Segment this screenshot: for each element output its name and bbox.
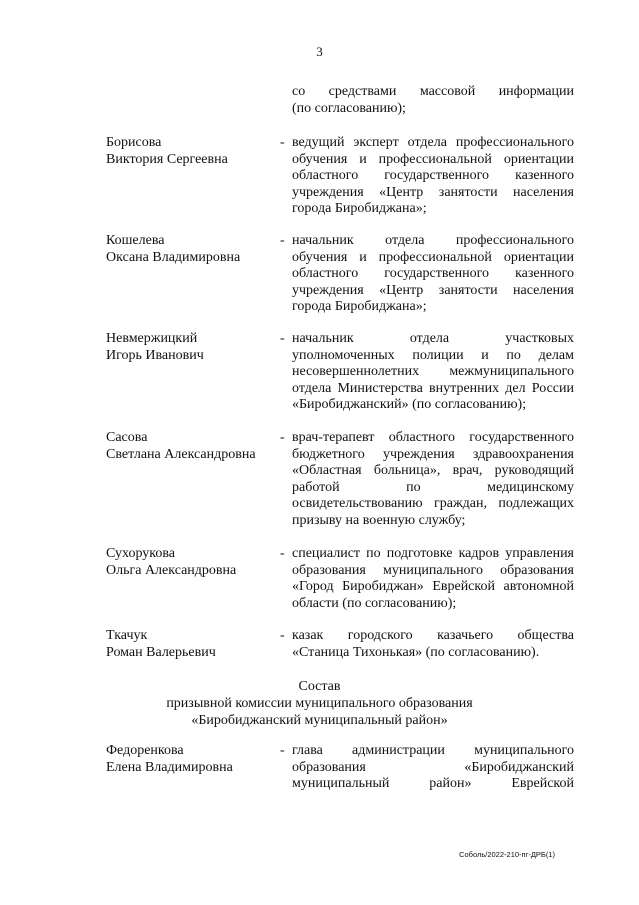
role-line: областного государственного казенного (292, 266, 574, 281)
intro-continuation (292, 84, 574, 117)
member-given-names: Елена Владимировна (106, 759, 233, 775)
dash-separator: - (280, 331, 285, 346)
role-line: города Биробиджана»; (292, 299, 427, 314)
role-line: «Станица Тихонькая» (по согласованию). (292, 644, 540, 660)
role-line: «Биробиджанский» (по согласованию); (292, 397, 527, 412)
member-surname: Невмержицкий (106, 331, 198, 346)
role-line: работой по медицинскому (292, 479, 574, 495)
role-line: специалист по подготовке кадров управления (292, 546, 574, 561)
role-line: несовершеннолетних межмуниципального (292, 364, 574, 379)
role-line: области (по согласованию); (292, 595, 457, 611)
member-role (292, 430, 574, 529)
dash-separator: - (280, 546, 285, 561)
member-surname: Сасова (106, 430, 148, 445)
role-line: глава администрации муниципального (292, 743, 574, 758)
section-title-line: «Биробиджанский муниципальный район» (191, 713, 448, 728)
member-given-names: Ольга Александровна (106, 562, 237, 578)
role-line: «Областная больница», врач, руководящий (292, 463, 574, 478)
member-name (106, 135, 276, 168)
role-line: врач-терапевт областного государственного (292, 430, 574, 445)
intro-line-1: со средствами массовой информации (292, 84, 574, 99)
role-line: бюджетного учреждения здравоохранения (292, 446, 574, 462)
page-number: 3 (316, 44, 323, 59)
member-role (292, 546, 574, 612)
member-given-names: Роман Валерьевич (106, 644, 216, 660)
role-line: казак городского казачьего общества (292, 628, 574, 643)
member-role (292, 743, 574, 793)
dash-separator: - (280, 135, 285, 150)
dash-separator: - (280, 430, 285, 445)
role-line: учреждения «Центр занятости населения (292, 282, 574, 298)
member-role (292, 628, 574, 661)
role-line: города Биробиджана»; (292, 201, 427, 216)
role-line: уполномоченных полиции и по делам (292, 347, 574, 363)
section-title-line: призывной комиссии муниципального образования (166, 696, 473, 711)
role-line: обучения и профессиональной ориентации (292, 151, 574, 167)
member-role (292, 135, 574, 218)
role-line: муниципальный район» Еврейской (292, 776, 574, 791)
role-line: начальник отдела участковых (292, 331, 574, 346)
member-given-names: Оксана Владимировна (106, 249, 241, 265)
role-line: освидетельствованию граждан, подлежащих (292, 496, 574, 511)
role-line: учреждения «Центр занятости населения (292, 184, 574, 200)
member-given-names: Светлана Александровна (106, 446, 256, 462)
section-title (0, 678, 639, 729)
member-surname: Сухорукова (106, 546, 176, 561)
member-surname: Борисова (106, 135, 162, 150)
member-surname: Ткачук (106, 628, 148, 643)
member-name (106, 331, 276, 364)
role-line: обучения и профессиональной ориентации (292, 249, 574, 265)
document-code: Соболь/2022-210-пг-ДРБ(1) (459, 850, 555, 859)
section-title-line: Состав (298, 679, 341, 694)
role-line: ведущий эксперт отдела профессионального (292, 135, 574, 150)
role-line: образования муниципального образования (292, 562, 574, 578)
member-surname: Федоренкова (106, 743, 184, 758)
member-name (106, 628, 276, 661)
member-given-names: Виктория Сергеевна (106, 151, 228, 167)
role-line: образования «Биробиджанский (292, 759, 574, 775)
role-line: призыву на военную службу; (292, 512, 466, 528)
member-role (292, 331, 574, 414)
role-line: начальник отдела профессионального (292, 233, 574, 248)
member-surname: Кошелева (106, 233, 165, 248)
dash-separator: - (280, 628, 285, 643)
dash-separator: - (280, 233, 285, 248)
dash-separator: - (280, 743, 285, 758)
member-given-names: Игорь Иванович (106, 347, 204, 363)
member-name (106, 546, 276, 579)
member-name (106, 233, 276, 266)
member-role (292, 233, 574, 316)
member-name (106, 430, 276, 463)
member-name (106, 743, 276, 776)
intro-line-2: (по согласованию); (292, 100, 406, 116)
role-line: «Город Биробиджан» Еврейской автономной (292, 579, 574, 594)
role-line: областного государственного казенного (292, 168, 574, 183)
role-line: отдела Министерства внутренних дел России (292, 380, 574, 396)
